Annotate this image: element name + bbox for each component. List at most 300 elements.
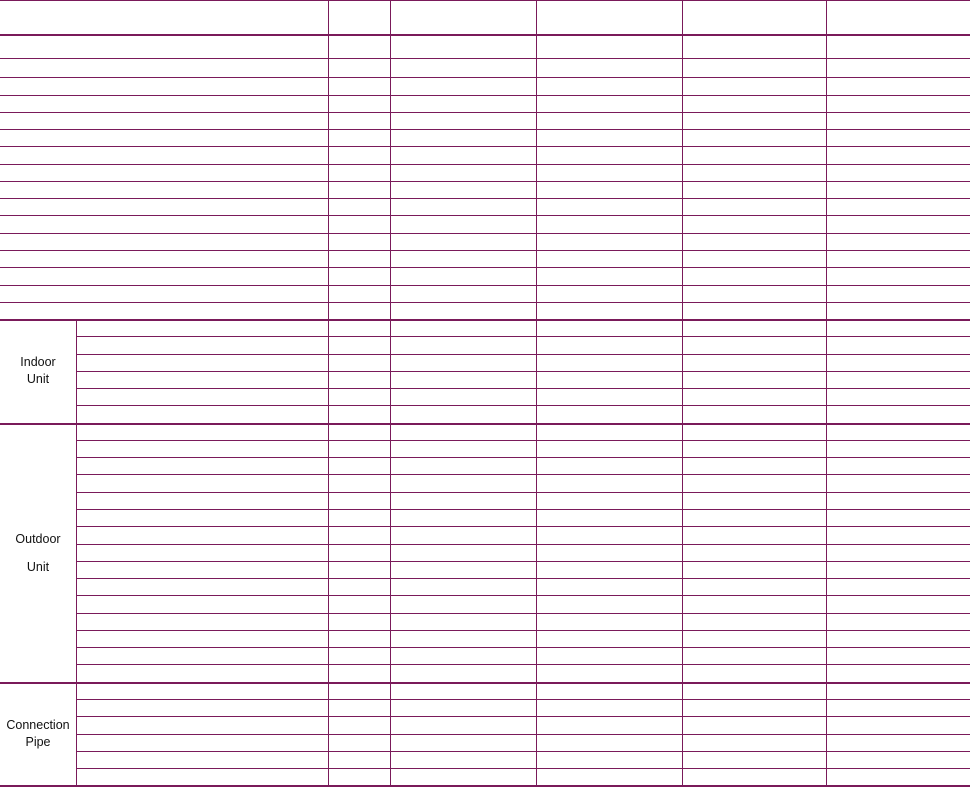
spec-row-label (76, 647, 328, 664)
spec-value (536, 60, 682, 77)
row-divider (76, 595, 970, 596)
group-label-line: Unit (26, 560, 50, 575)
column-divider (682, 0, 683, 785)
row-divider (0, 250, 970, 251)
spec-value (390, 699, 536, 716)
spec-value (390, 95, 536, 112)
row-divider (76, 336, 970, 337)
spec-row-label (0, 285, 328, 302)
spec-row-unit (328, 354, 390, 371)
column-divider (826, 0, 827, 785)
spec-value (682, 561, 826, 578)
spec-row-unit (328, 457, 390, 474)
spec-value (682, 595, 826, 612)
group-label-line: Unit (26, 371, 50, 386)
spec-value (536, 474, 682, 491)
spec-row-unit (328, 388, 390, 405)
spec-value (826, 526, 970, 543)
spec-value (390, 354, 536, 371)
row-divider (0, 215, 970, 216)
row-divider (76, 492, 970, 493)
spec-value (682, 647, 826, 664)
spec-value (536, 164, 682, 181)
spec-value (536, 544, 682, 561)
spec-value (536, 664, 682, 681)
spec-value (826, 440, 970, 457)
spec-value (682, 630, 826, 647)
spec-row-unit (328, 336, 390, 353)
spec-row-unit (328, 198, 390, 215)
spec-value (390, 526, 536, 543)
spec-value (826, 336, 970, 353)
spec-row-label (76, 388, 328, 405)
table-top-border (0, 0, 970, 1)
spec-value (682, 423, 826, 440)
spec-value (682, 95, 826, 112)
spec-value (390, 388, 536, 405)
row-divider (76, 405, 970, 406)
spec-row-unit (328, 492, 390, 509)
row-divider (76, 440, 970, 441)
spec-value (682, 474, 826, 491)
row-divider (0, 77, 970, 78)
row-divider (0, 302, 970, 303)
spec-row-unit (328, 664, 390, 681)
row-divider (0, 129, 970, 130)
spec-value (390, 60, 536, 77)
spec-row-label (0, 60, 328, 77)
spec-value (536, 405, 682, 422)
spec-value (826, 561, 970, 578)
spec-value (390, 768, 536, 785)
spec-value (390, 285, 536, 302)
table-bottom-border (0, 785, 970, 787)
spec-value (536, 181, 682, 198)
spec-value (536, 682, 682, 699)
spec-value (390, 129, 536, 146)
spec-row-unit (328, 164, 390, 181)
column-divider (536, 0, 537, 785)
spec-value (826, 544, 970, 561)
spec-value (390, 578, 536, 595)
spec-row-unit (328, 60, 390, 77)
spec-row-label (0, 267, 328, 284)
spec-row-label (76, 682, 328, 699)
spec-value (390, 267, 536, 284)
spec-row-unit (328, 474, 390, 491)
spec-row-label (76, 423, 328, 440)
spec-value (536, 302, 682, 319)
row-divider (0, 164, 970, 165)
spec-value (682, 112, 826, 129)
spec-value (390, 682, 536, 699)
spec-value (390, 302, 536, 319)
spec-row-label (0, 112, 328, 129)
spec-row-label (0, 129, 328, 146)
spec-value (536, 699, 682, 716)
row-divider (76, 647, 970, 648)
header-model-label (0, 2, 328, 34)
spec-row-label (76, 509, 328, 526)
header-model-3 (826, 2, 970, 34)
spec-value (390, 215, 536, 232)
spec-value (682, 233, 826, 250)
spec-value (826, 734, 970, 751)
spec-value (390, 233, 536, 250)
spec-value (536, 285, 682, 302)
spec-value (390, 647, 536, 664)
spec-value (826, 164, 970, 181)
spec-row-unit (328, 699, 390, 716)
spec-value (682, 682, 826, 699)
spec-value (682, 613, 826, 630)
spec-row-unit (328, 302, 390, 319)
spec-value (826, 578, 970, 595)
spec-value (536, 734, 682, 751)
group-divider (0, 682, 970, 684)
spec-value (682, 285, 826, 302)
header-model-2 (682, 2, 826, 34)
spec-value (682, 215, 826, 232)
spec-value (826, 699, 970, 716)
header-divider (0, 34, 970, 36)
spec-row-label (76, 613, 328, 630)
spec-row-unit (328, 526, 390, 543)
spec-value (826, 233, 970, 250)
spec-value (390, 198, 536, 215)
header-model-1 (536, 2, 682, 34)
spec-row-label (76, 544, 328, 561)
spec-value (826, 146, 970, 163)
spec-value (682, 457, 826, 474)
spec-row-unit (328, 77, 390, 94)
row-divider (0, 285, 970, 286)
row-divider (76, 664, 970, 665)
spec-value (682, 181, 826, 198)
spec-row-label (76, 457, 328, 474)
spec-value (682, 440, 826, 457)
spec-value (536, 509, 682, 526)
group-label-line: Pipe (25, 734, 51, 749)
spec-value (390, 474, 536, 491)
spec-value (390, 112, 536, 129)
spec-value (826, 613, 970, 630)
spec-value (390, 371, 536, 388)
row-divider (76, 474, 970, 475)
row-divider (0, 198, 970, 199)
spec-value (390, 146, 536, 163)
row-divider (0, 58, 970, 59)
spec-value (826, 285, 970, 302)
spec-row-label (0, 95, 328, 112)
spec-value (536, 267, 682, 284)
spec-value (682, 526, 826, 543)
spec-row-label (76, 751, 328, 768)
row-divider (76, 509, 970, 510)
spec-row-unit (328, 509, 390, 526)
spec-row-unit (328, 405, 390, 422)
group-label-line: Indoor (20, 355, 56, 370)
spec-value (536, 198, 682, 215)
spec-value (536, 630, 682, 647)
spec-value (682, 405, 826, 422)
spec-value (826, 509, 970, 526)
spec-row-label (76, 699, 328, 716)
spec-value (390, 405, 536, 422)
spec-value (682, 734, 826, 751)
spec-value (390, 509, 536, 526)
spec-value (536, 129, 682, 146)
spec-value (536, 354, 682, 371)
spec-row-unit (328, 36, 390, 58)
spec-value (536, 492, 682, 509)
spec-value (682, 544, 826, 561)
spec-value (682, 664, 826, 681)
row-divider (76, 371, 970, 372)
spec-row-label (76, 336, 328, 353)
spec-value (826, 371, 970, 388)
spec-value (682, 388, 826, 405)
spec-row-unit (328, 630, 390, 647)
spec-value (826, 647, 970, 664)
spec-value (536, 215, 682, 232)
spec-value (826, 630, 970, 647)
spec-value (390, 319, 536, 336)
column-divider (76, 319, 77, 785)
spec-value (536, 578, 682, 595)
spec-row-unit (328, 716, 390, 733)
spec-value (390, 716, 536, 733)
spec-row-unit (328, 371, 390, 388)
spec-value (536, 716, 682, 733)
spec-row-label (76, 440, 328, 457)
spec-value (826, 77, 970, 94)
spec-row-unit (328, 233, 390, 250)
spec-value (536, 250, 682, 267)
spec-value (826, 319, 970, 336)
spec-value (390, 336, 536, 353)
spec-value (390, 164, 536, 181)
row-divider (76, 630, 970, 631)
spec-row-unit (328, 734, 390, 751)
spec-value (682, 354, 826, 371)
spec-value (682, 492, 826, 509)
spec-row-label (0, 215, 328, 232)
spec-value (536, 526, 682, 543)
row-divider (0, 112, 970, 113)
row-divider (76, 457, 970, 458)
spec-value (682, 146, 826, 163)
spec-row-label (0, 146, 328, 163)
spec-value (390, 751, 536, 768)
spec-value (536, 561, 682, 578)
spec-value (826, 405, 970, 422)
spec-row-unit (328, 440, 390, 457)
spec-value (682, 578, 826, 595)
group-divider (0, 319, 970, 321)
spec-value (682, 699, 826, 716)
spec-value (390, 250, 536, 267)
spec-row-label (76, 630, 328, 647)
spec-value (826, 423, 970, 440)
spec-row-unit (328, 112, 390, 129)
spec-row-label (76, 734, 328, 751)
spec-value (826, 112, 970, 129)
spec-row-label (76, 492, 328, 509)
spec-value (826, 664, 970, 681)
spec-value (826, 215, 970, 232)
spec-row-unit (328, 613, 390, 630)
spec-value (536, 336, 682, 353)
spec-value (826, 388, 970, 405)
spec-value (682, 768, 826, 785)
spec-value (682, 250, 826, 267)
spec-row-unit (328, 561, 390, 578)
spec-row-unit (328, 595, 390, 612)
spec-value (826, 95, 970, 112)
spec-value (536, 423, 682, 440)
spec-value (390, 77, 536, 94)
spec-value (390, 423, 536, 440)
spec-value (536, 371, 682, 388)
spec-value (390, 440, 536, 457)
row-divider (0, 95, 970, 96)
spec-value (682, 716, 826, 733)
group-divider (0, 423, 970, 425)
spec-value (390, 664, 536, 681)
spec-value (536, 95, 682, 112)
spec-value (390, 734, 536, 751)
spec-row-label (76, 561, 328, 578)
row-divider (0, 233, 970, 234)
row-divider (76, 561, 970, 562)
spec-value (682, 336, 826, 353)
spec-value (682, 77, 826, 94)
group-label-line: Connection (6, 718, 70, 733)
spec-row-label (76, 354, 328, 371)
row-divider (76, 388, 970, 389)
spec-value (682, 198, 826, 215)
spec-value (536, 751, 682, 768)
spec-row-unit (328, 250, 390, 267)
spec-row-unit (328, 267, 390, 284)
spec-row-label (0, 302, 328, 319)
spec-row-unit (328, 682, 390, 699)
spec-value (390, 181, 536, 198)
spec-value (536, 457, 682, 474)
row-divider (76, 768, 970, 769)
spec-value (682, 751, 826, 768)
spec-value (390, 561, 536, 578)
spec-row-label (0, 164, 328, 181)
spec-row-unit (328, 319, 390, 336)
spec-value (682, 164, 826, 181)
spec-value (536, 319, 682, 336)
spec-value (826, 492, 970, 509)
spec-value (826, 716, 970, 733)
row-divider (76, 613, 970, 614)
spec-value (826, 474, 970, 491)
row-divider (76, 716, 970, 717)
spec-row-unit (328, 751, 390, 768)
spec-value (826, 129, 970, 146)
spec-value (826, 354, 970, 371)
row-divider (76, 751, 970, 752)
row-divider (76, 578, 970, 579)
spec-value (682, 129, 826, 146)
spec-row-unit (328, 146, 390, 163)
spec-row-unit (328, 544, 390, 561)
spec-value (536, 647, 682, 664)
group-label-connection (0, 682, 76, 786)
spec-row-unit (328, 647, 390, 664)
spec-value (390, 595, 536, 612)
spec-value (826, 60, 970, 77)
spec-value (682, 302, 826, 319)
spec-row-unit (328, 285, 390, 302)
spec-value (826, 36, 970, 58)
spec-value (390, 36, 536, 58)
spec-value (536, 440, 682, 457)
spec-row-label (76, 768, 328, 785)
spec-row-label (0, 233, 328, 250)
spec-value (826, 595, 970, 612)
spec-row-label (76, 474, 328, 491)
spec-row-unit (328, 215, 390, 232)
spec-value (536, 613, 682, 630)
spec-value (826, 751, 970, 768)
spec-value (826, 457, 970, 474)
spec-value (682, 319, 826, 336)
spec-value (390, 492, 536, 509)
spec-row-label (76, 526, 328, 543)
spec-value (682, 36, 826, 58)
spec-row-label (0, 250, 328, 267)
spec-value (536, 768, 682, 785)
spec-value (682, 60, 826, 77)
group-label-outdoor (0, 423, 76, 682)
spec-row-label (0, 36, 328, 58)
spec-row-label (76, 319, 328, 336)
spec-row-label (0, 77, 328, 94)
spec-value (826, 250, 970, 267)
spec-value (536, 77, 682, 94)
spec-value (536, 388, 682, 405)
spec-row-unit (328, 578, 390, 595)
spec-value (682, 371, 826, 388)
spec-row-label (76, 578, 328, 595)
spec-row-label (0, 198, 328, 215)
spec-value (682, 267, 826, 284)
row-divider (76, 354, 970, 355)
spec-row-unit (328, 129, 390, 146)
spec-row-unit (328, 768, 390, 785)
spec-value (826, 267, 970, 284)
group-label-indoor (0, 319, 76, 423)
spec-row-label (76, 405, 328, 422)
spec-value (390, 457, 536, 474)
spec-row-label (76, 716, 328, 733)
row-divider (0, 181, 970, 182)
spec-row-unit (328, 95, 390, 112)
spec-value (536, 233, 682, 250)
spec-value (536, 146, 682, 163)
spec-value (536, 595, 682, 612)
column-divider (390, 0, 391, 785)
group-label-line: Outdoor (15, 531, 61, 546)
row-divider (76, 699, 970, 700)
spec-value (536, 112, 682, 129)
